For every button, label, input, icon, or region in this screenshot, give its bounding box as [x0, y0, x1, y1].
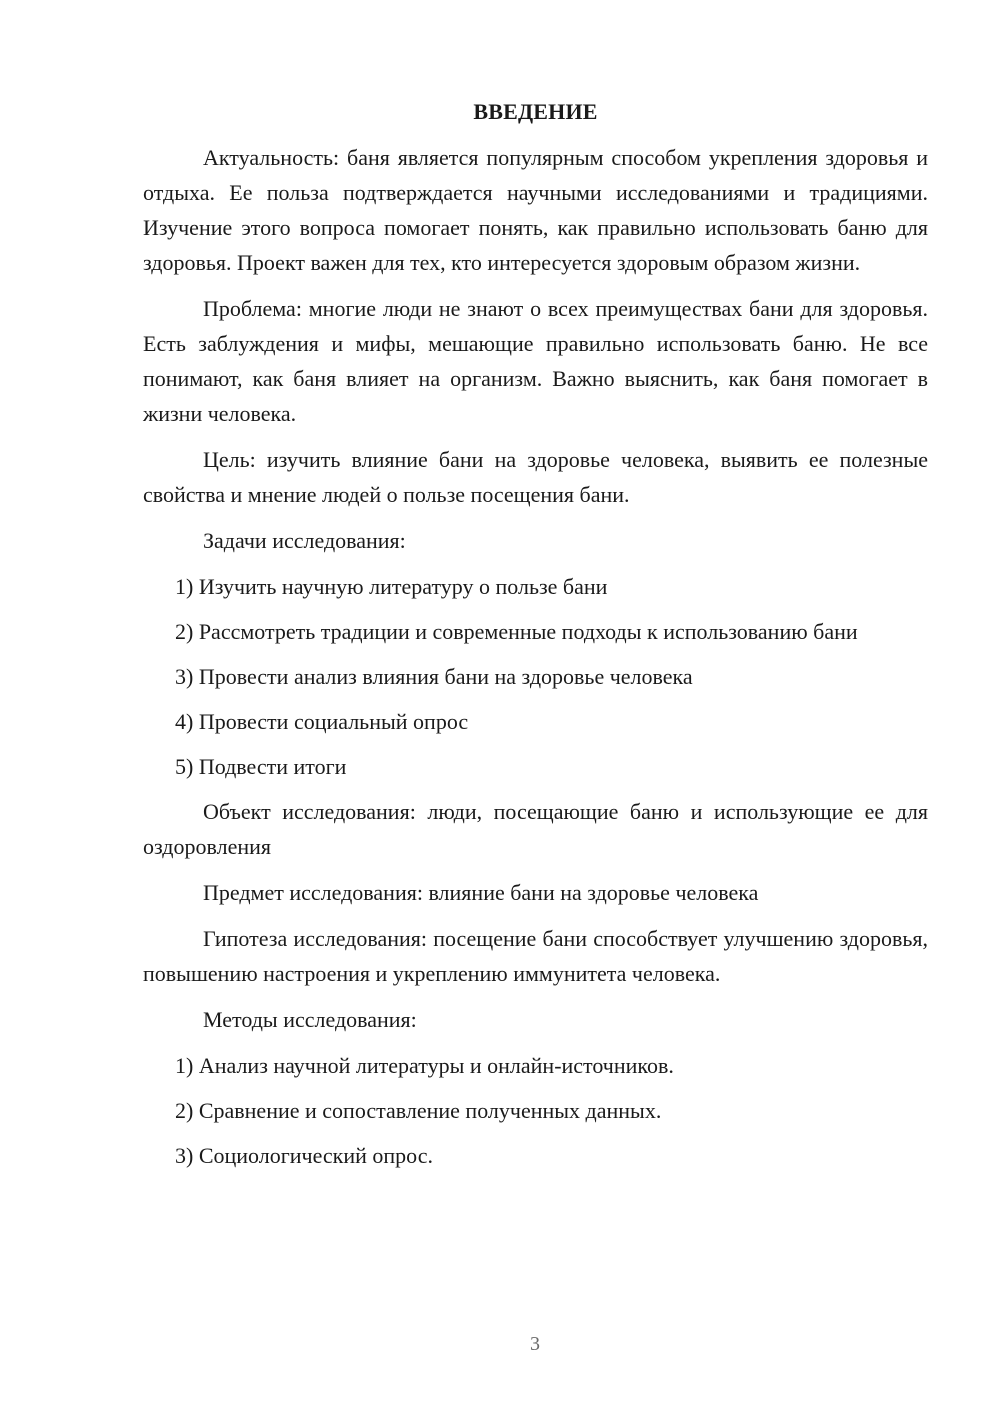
goal-paragraph: Цель: изучить влияние бани на здоровье человека, выявить ее полезные свойства и мнение людей о пользе посещения бани. — [143, 447, 928, 507]
list-item: 5) Подвести итоги — [175, 754, 347, 779]
list-item: 1) Анализ научной литературы и онлайн-источников. — [175, 1053, 674, 1078]
object-paragraph: Объект исследования: люди, посещающие баню и использующие ее для оздоровления — [143, 799, 928, 859]
hypothesis-paragraph: Гипотеза исследования: посещение бани способствует улучшению здоровья, повышению настроения и укреплению иммунитета человека. — [143, 926, 928, 986]
list-item: 3) Провести анализ влияния бани на здоровье человека — [175, 664, 693, 689]
tasks-heading: Задачи исследования: — [203, 528, 406, 553]
list-item: 2) Рассмотреть традиции и современные подходы к использованию бани — [175, 619, 858, 644]
document-body — [143, 94, 928, 1183]
methods-list — [143, 1048, 928, 1173]
list-item: 3) Социологический опрос. — [175, 1143, 433, 1168]
methods-heading: Методы исследования: — [203, 1007, 417, 1032]
page-number: 3 — [530, 1333, 540, 1355]
relevance-paragraph: Актуальность: баня является популярным способом укрепления здоровья и отдыха. Ее польза подтверждается научными исследованиями и традициями. Изучение этого вопроса помогает понять, как правильно использовать баню для здоровья. Проект важен для тех, кто интересуется здоровым образом жизни. — [143, 145, 928, 275]
list-item: 4) Провести социальный опрос — [175, 709, 469, 734]
tasks-list — [143, 569, 928, 784]
subject-paragraph: Предмет исследования: влияние бани на здоровье человека — [203, 880, 759, 905]
page-title: ВВЕДЕНИЕ — [473, 99, 598, 124]
problem-paragraph: Проблема: многие люди не знают о всех преимуществах бани для здоровья. Есть заблуждения и мифы, мешающие правильно использовать баню. Не все понимают, как баня влияет на организм. Важно выяснить, как баня помогает в жизни человека. — [143, 296, 928, 426]
list-item: 2) Сравнение и сопоставление полученных данных. — [175, 1098, 662, 1123]
list-item: 1) Изучить научную литературу о пользе бани — [175, 574, 608, 599]
